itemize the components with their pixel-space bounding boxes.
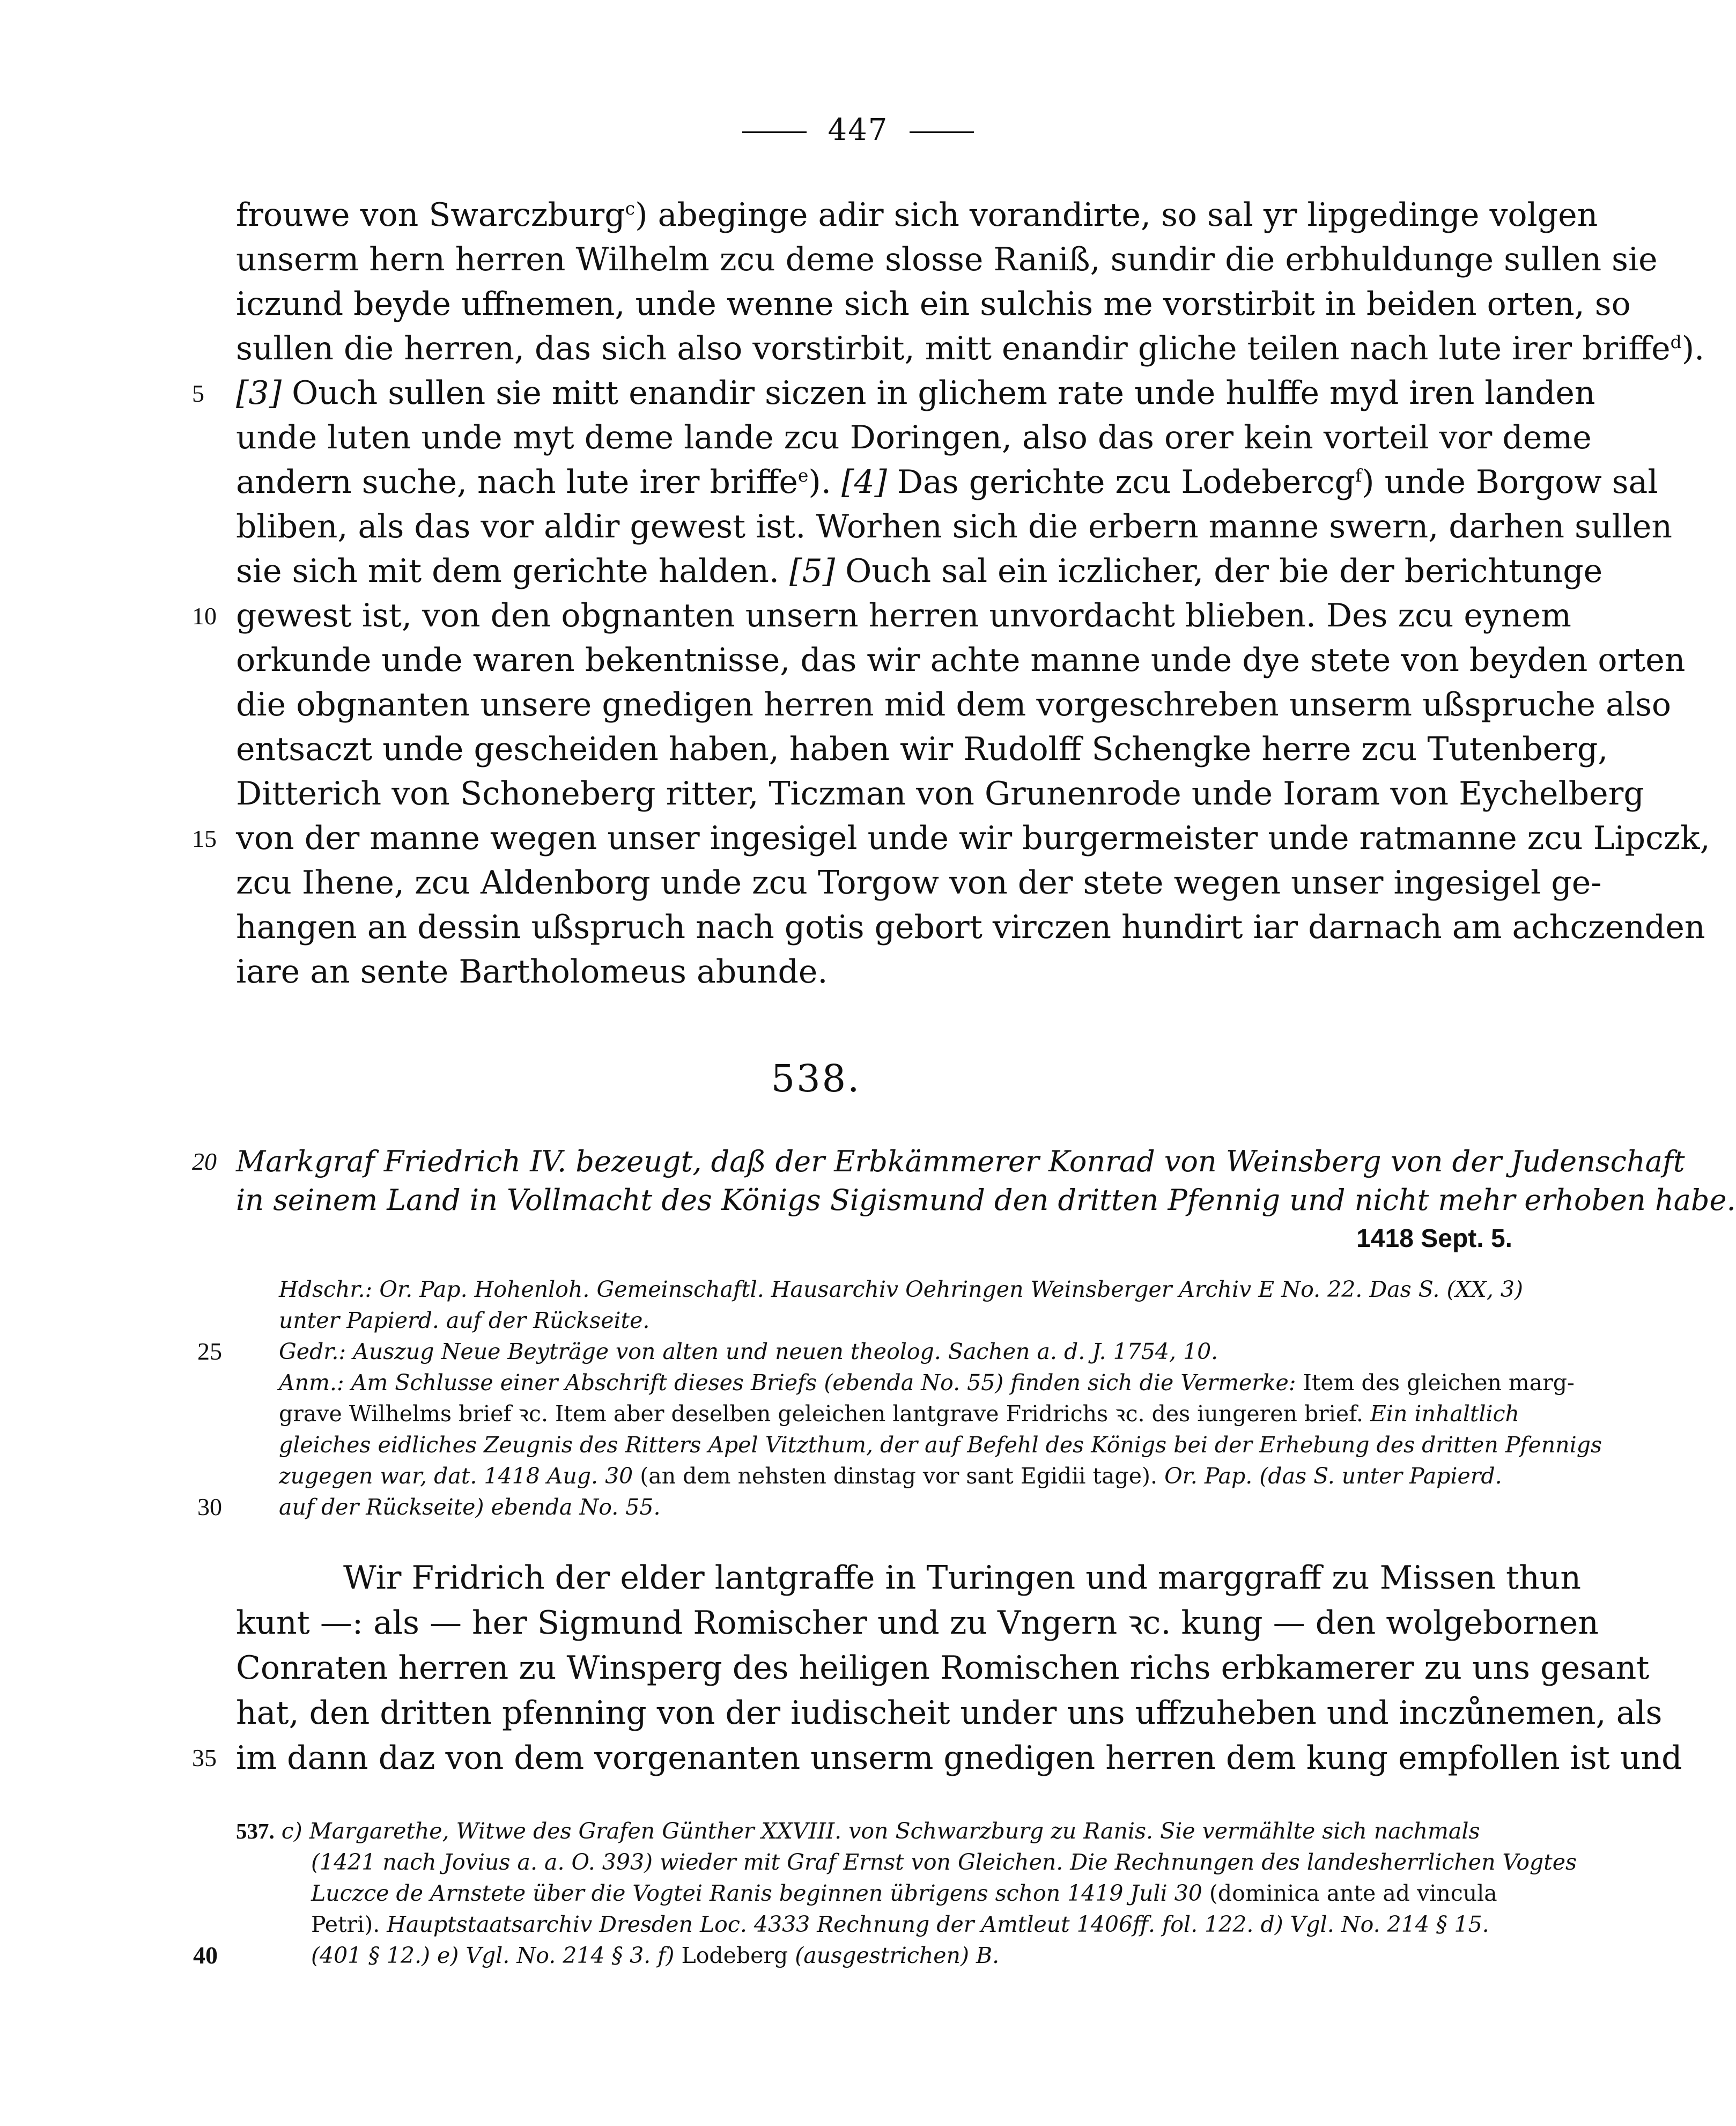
- line-number: 35: [192, 1744, 217, 1771]
- text-segment: orkunde unde waren bekentnisse, das wir achte manne unde dye stete von beyden orten: [236, 641, 1686, 679]
- text-line: [192, 816, 1710, 861]
- text-line: [236, 905, 1705, 950]
- apparatus-line: [279, 1429, 1602, 1460]
- text-segment: unde luten unde myt deme lande zcu Doringen, also das orer kein vorteil vor deme: [236, 419, 1592, 456]
- charter-line: [192, 1736, 1682, 1781]
- summary-line: [236, 1181, 1736, 1220]
- line-number: 30: [197, 1493, 222, 1520]
- text-line: [236, 460, 1658, 505]
- footnote-line: [236, 1909, 1512, 1940]
- section-marker: [4]: [841, 463, 887, 501]
- header-rule-right: [910, 131, 974, 133]
- text-segment: Ditterich von Schoneberg ritter, Ticzman von Grunenrode unde Ioram von Eychelberg: [236, 775, 1644, 813]
- charter-text: Wir Fridrich der elder lantgraffe in Turingen und marggraff zu Missen thun: [343, 1559, 1582, 1597]
- text-segment: frouwe von Swarczburg: [236, 196, 625, 234]
- section-marker: [5]: [789, 552, 836, 590]
- charter-text: Conraten herren zu Winsperg des heiligen Romischen richs erbkamerer zu uns gesant: [236, 1649, 1650, 1687]
- document-summary: [192, 1142, 1736, 1220]
- text-segment: ) abeginge adir sich vorandirte, so sal yr lipgedinge volgen: [635, 196, 1598, 234]
- footnote-line: [236, 1847, 1577, 1878]
- text-segment: sie sich mit dem gerichte halden.: [236, 552, 790, 590]
- text-line: [236, 505, 1673, 549]
- charter-text-block: [192, 1555, 1682, 1781]
- text-segment: iczund beyde uffnemen, unde wenne sich ein sulchis me vorstirbit in beiden orten, so: [236, 285, 1631, 323]
- text-segment: die obgnanten unsere gnedigen herren mid dem vorgeschreben unserm ußspruche also: [236, 686, 1671, 724]
- document-number: 538.: [771, 1057, 861, 1101]
- text-segment: ).: [1681, 330, 1705, 367]
- summary-text: Markgraf Friedrich IV. bezeugt, daß der Erbkämmerer Konrad von Weinsberg von der Judenschaft: [236, 1145, 1685, 1178]
- charter-line: [236, 1691, 1663, 1736]
- text-segment: von der manne wegen unser ingesigel unde wir burgermeister unde ratmanne zcu Lipczk,: [236, 820, 1710, 857]
- footnote-line: [193, 1940, 1512, 1971]
- apparatus-line: [197, 1336, 1512, 1367]
- italic-segment: unter Papierd. auf der Rückseite.: [279, 1308, 650, 1333]
- text-segment: Petri).: [311, 1911, 387, 1937]
- text-segment: Ouch sal ein iczlicher, der bie der berichtunge: [835, 552, 1603, 590]
- italic-segment: Anm.: Am Schlusse einer Abschrift dieses Briefs (ebenda No. 55) finden sich die Vermerke:: [279, 1370, 1303, 1396]
- summary-text: in seinem Land in Vollmacht des Königs Sigismund den dritten Pfennig und nicht mehr erhoben habe.: [236, 1183, 1736, 1217]
- apparatus-line: [279, 1398, 1519, 1429]
- italic-segment: (401 § 12.) e) Vgl. No. 214 § 3. f): [311, 1943, 682, 1968]
- line-number: 20: [192, 1148, 217, 1175]
- text-line: [236, 772, 1644, 816]
- text-line: [236, 950, 1512, 994]
- text-segment: bliben, als das vor aldir gewest ist. Worhen sich die erbern manne swern, darhen sullen: [236, 508, 1673, 545]
- text-segment: gewest ist, von den obgnanten unsern herren unvordacht blieben. Des zcu eynem: [236, 597, 1571, 634]
- apparatus-line: [279, 1305, 1512, 1336]
- text-segment: sullen die herren, das sich also vorstirbit, mitt enandir gliche teilen nach lute irer briffe: [236, 330, 1671, 367]
- italic-segment: c) Margarethe, Witwe des Grafen Günther XXVIII. von Schwarzburg zu Ranis. Sie vermählte sich nachmals: [274, 1818, 1480, 1844]
- text-segment: entsaczt unde gescheiden haben, haben wir Rudolff Schengke herre zcu Tutenberg,: [236, 730, 1608, 768]
- line-number: 5: [192, 380, 204, 407]
- line-number: 25: [197, 1338, 222, 1365]
- footnote-line: [236, 1815, 1512, 1847]
- charter-line: [236, 1645, 1650, 1691]
- italic-segment: Luczce de Arnstete über die Vogtei Ranis beginnen übrigens schon 1419 Juli 30: [311, 1880, 1209, 1906]
- text-segment: Das gerichte zcu Lodebercg: [887, 463, 1355, 501]
- text-line: [192, 371, 1595, 416]
- document-date: 1418 Sept. 5.: [1356, 1224, 1512, 1253]
- text-segment: ).: [808, 463, 841, 501]
- text-line: [236, 193, 1598, 238]
- charter-text: kunt —: als — her Sigmund Romischer und zu Vngern ꝛc. kung — den wolgebornen: [236, 1604, 1599, 1642]
- text-line: [236, 238, 1658, 282]
- text-line: [236, 282, 1631, 327]
- section-marker: [3]: [236, 374, 282, 412]
- text-segment: Lodeberg: [681, 1943, 795, 1968]
- text-line: [236, 327, 1705, 371]
- footnote-marker: e: [797, 465, 809, 486]
- italic-segment: gleiches eidliches Zeugnis des Ritters Apel Vitzthum, der auf Befehl des Königs bei der Erhebung des dritten Pfennigs: [279, 1432, 1602, 1458]
- text-segment: iare an sente Bartholomeus abunde.: [236, 953, 828, 991]
- text-segment: Ouch sullen sie mitt enandir siczen in glichem rate unde hulffe myd iren landen: [282, 374, 1595, 412]
- italic-segment: zugegen war, dat. 1418 Aug. 30: [279, 1463, 640, 1489]
- text-line: [236, 727, 1608, 772]
- apparatus-line: [279, 1367, 1575, 1398]
- text-segment: unserm hern herren Wilhelm zcu deme slosse Raniß, sundir die erbhuldunge sullen sie: [236, 241, 1658, 278]
- apparatus-line: [279, 1274, 1523, 1305]
- line-number: 40: [193, 1942, 218, 1969]
- main-text-block: [192, 193, 1710, 994]
- charter-line: [236, 1600, 1599, 1645]
- source-apparatus: [197, 1274, 1602, 1523]
- footnote-marker: c: [625, 198, 636, 219]
- italic-segment: Or. Pap. (das S. unter Papierd.: [1164, 1463, 1502, 1489]
- footnote-marker: d: [1670, 331, 1682, 352]
- page-number: 447: [828, 113, 889, 147]
- text-line: [236, 861, 1602, 905]
- italic-segment: Ein inhaltlich: [1370, 1401, 1519, 1427]
- text-segment: andern suche, nach lute irer briffe: [236, 463, 798, 501]
- header-rule-left: [742, 131, 807, 133]
- footnotes-block: [193, 1815, 1577, 1971]
- italic-segment: (ausgestrichen) B.: [795, 1943, 1000, 1968]
- apparatus-line: [279, 1460, 1512, 1492]
- text-line: [236, 549, 1603, 594]
- line-number: 15: [192, 825, 217, 852]
- footnote-marker: f: [1355, 465, 1362, 486]
- italic-segment: auf der Rückseite) ebenda No. 55.: [279, 1494, 661, 1520]
- text-line: [192, 594, 1571, 638]
- summary-line: [192, 1142, 1685, 1181]
- italic-segment: (1421 nach Jovius a. a. O. 393) wieder mit Graf Ernst von Gleichen. Die Rechnungen des landesherrlichen Vogtes: [311, 1849, 1577, 1875]
- text-segment: hangen an dessin ußspruch nach gotis gebort virczen hundirt iar darnach am achczenden: [236, 909, 1705, 946]
- footnote-line: [236, 1878, 1512, 1909]
- charter-line: [236, 1555, 1582, 1600]
- line-number: 10: [192, 602, 217, 630]
- italic-segment: Hauptstaatsarchiv Dresden Loc. 4333 Rechnung der Amtleut 1406ff. fol. 122. d) Vgl. No. 214 § 15.: [387, 1911, 1489, 1937]
- text-line: [236, 683, 1671, 727]
- text-segment: zcu Ihene, zcu Aldenborg unde zcu Torgow von der stete wegen unser ingesigel ge-: [236, 864, 1602, 902]
- apparatus-line: [197, 1492, 1512, 1523]
- page-header: [719, 113, 998, 147]
- text-segment: (dominica ante ad vincula: [1209, 1880, 1497, 1906]
- text-line: [236, 638, 1686, 683]
- charter-text: im dann daz von dem vorgenanten unserm gnedigen herren dem kung empfollen ist und: [236, 1739, 1682, 1777]
- italic-segment: Hdschr.: Or. Pap. Hohenloh. Gemeinschaftl. Hausarchiv Oehringen Weinsberger Archiv E No. 22. Das S. (XX, 3): [279, 1276, 1523, 1302]
- footnote-ref-number: 537.: [236, 1819, 275, 1843]
- italic-segment: Gedr.: Auszug Neue Beyträge von alten und neuen theolog. Sachen a. d. J. 1754, 10.: [279, 1339, 1218, 1364]
- charter-text: hat, den dritten pfenning von der iudischeit under uns uffzuheben und inczůnemen, als: [236, 1694, 1663, 1732]
- text-segment: (an dem nehsten dinstag vor sant Egidii tage).: [640, 1463, 1165, 1489]
- text-line: [236, 416, 1592, 460]
- text-segment: Item des gleichen marg-: [1303, 1370, 1575, 1396]
- text-segment: ) unde Borgow sal: [1362, 463, 1658, 501]
- text-segment: grave Wilhelms brief ꝛc. Item aber deselben geleichen lantgrave Fridrichs ꝛc. des iungeren brief.: [279, 1401, 1370, 1427]
